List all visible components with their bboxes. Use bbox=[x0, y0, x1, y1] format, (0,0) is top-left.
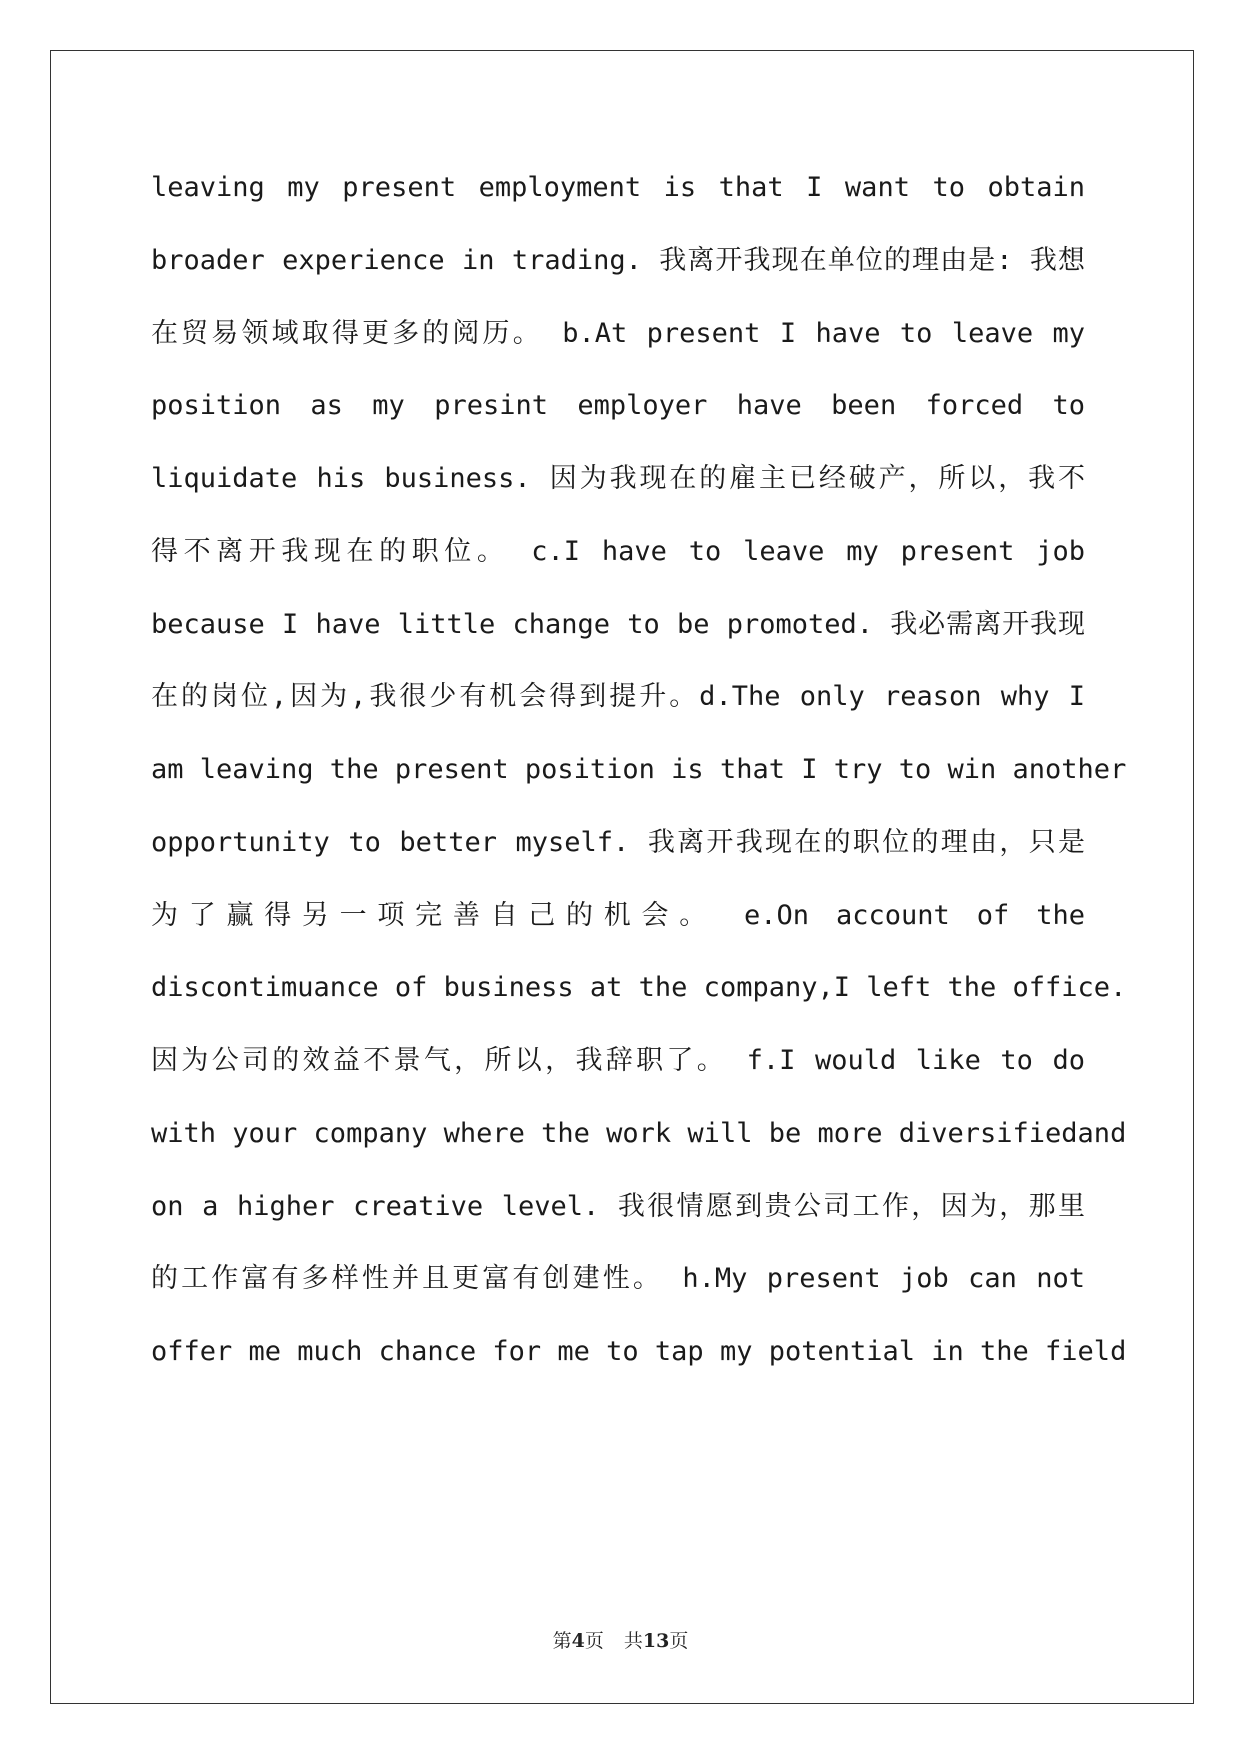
text-line: am leaving the present position is that I try to win another bbox=[151, 754, 1127, 785]
text-line: opportunity to better myself. 我离开我现在的职位的理由，只是 bbox=[151, 827, 1085, 858]
text-line: because I have little change to be promoted. 我必需离开我现 bbox=[151, 609, 1085, 640]
page-suffix: 页 bbox=[584, 1630, 604, 1652]
total-suffix: 页 bbox=[669, 1630, 689, 1652]
text-line: 在的岗位,因为,我很少有机会得到提升。d.The only reason why I bbox=[151, 681, 1085, 712]
page-prefix: 第 bbox=[552, 1630, 572, 1652]
text-line: broader experience in trading. 我离开我现在单位的理由是: 我想 bbox=[151, 245, 1085, 276]
total-pages: 13 bbox=[642, 1630, 670, 1652]
text-line: discontimuance of business at the company,I left the office. bbox=[151, 972, 1127, 1003]
text-line: 在贸易领域取得更多的阅历。 b.At present I have to leave my bbox=[151, 318, 1085, 349]
text-line: leaving my present employment is that I want to obtain bbox=[151, 172, 1085, 203]
text-line: with your company where the work will be more diversifiedand bbox=[151, 1118, 1127, 1149]
text-line: 因为公司的效益不景气，所以，我辞职了。 f.I would like to do bbox=[151, 1045, 1085, 1076]
text-line: 得不离开我现在的职位。 c.I have to leave my present job bbox=[151, 536, 1085, 567]
text-line: 为了赢得另一项完善自己的机会。 e.On account of the bbox=[151, 900, 1085, 931]
total-prefix: 共 bbox=[623, 1630, 643, 1652]
text-line: 的工作富有多样性并且更富有创建性。 h.My present job can not bbox=[151, 1263, 1085, 1294]
text-line: position as my presint employer have been forced to bbox=[151, 390, 1085, 421]
page-number: 4 bbox=[571, 1630, 585, 1652]
text-line: on a higher creative level. 我很情愿到贵公司工作，因为，那里 bbox=[151, 1191, 1085, 1222]
text-line: liquidate his business. 因为我现在的雇主已经破产，所以，我不 bbox=[151, 463, 1085, 494]
page-footer bbox=[0, 1626, 1241, 1653]
page-border bbox=[50, 50, 1194, 1704]
text-line: offer me much chance for me to tap my potential in the field bbox=[151, 1336, 1127, 1367]
